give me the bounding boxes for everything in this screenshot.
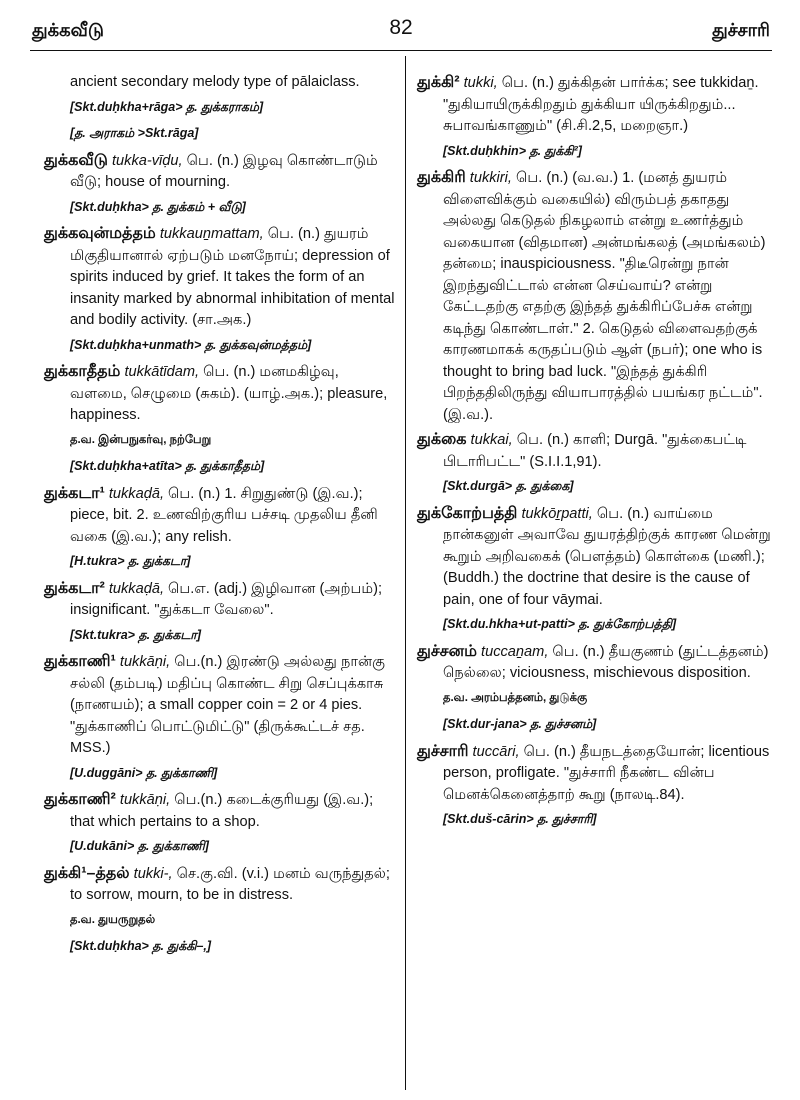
entry-definition: பெ. (n.) 1. சிறுதுண்டு (இ.வ.); piece, bit. 2. உணவிற்குரிய பச்சடி முதலிய தீனி வகை (இ.வ.); any relish. <box>70 485 378 545</box>
etymology-note: [Skt.duḥkhin> த. துக்கி²] <box>443 143 582 158</box>
dictionary-entry <box>417 503 779 612</box>
entry-definition: பெ.எ. (adj.) இழிவான (அற்பம்); insignificant. "துக்கடா வேலை". <box>70 580 383 618</box>
etymology-note: [Skt.durgā> த. துக்கை] <box>443 479 574 493</box>
entry-headword: துக்கடா¹ <box>44 484 105 502</box>
entry-definition: பெ. (n.) மனமகிழ்வு, வளமை, செழுமை (சுகம்). (யாழ்.அக.); pleasure, happiness. <box>70 364 388 423</box>
entry-transliteration: tukkōṟpatti, <box>521 505 593 522</box>
entry-headword: துக்காதீதம் <box>44 363 121 380</box>
etymology-note: [Skt.duḥkha> த. துக்கம் + வீடு] <box>70 199 246 214</box>
etymology-note: [Skt.du.hkha+ut-patti> த. துக்கோற்பத்தி] <box>443 617 677 631</box>
etymology-note: [த. அராகம் >Skt.rāga] <box>70 126 199 140</box>
etymology-note: [Skt.tukra> த. துக்கடா] <box>70 627 201 642</box>
dictionary-entry <box>417 72 779 138</box>
tamil-equivalent-note: த.வ. இன்பநுகர்வு, நற்பேறு <box>70 433 212 446</box>
dictionary-entry <box>44 223 396 332</box>
entry-definition: பெ. (n.) தீயநடத்தையோன்; licentious person, profligate. "துச்சாரி நீகண்ட வின்ப மெனக்கெனைத்தாற் கூறு (நாலடி.84). <box>443 743 770 803</box>
entry-definition: பெ. (n.) துயரம் மிகுதியானால் ஏற்படும் மனநோய்; depression of spirits induced by grief. It takes the form of an insanity marked by abnormal inhibitation of mental and bodily activity. (சா.அக.) <box>70 226 395 328</box>
dictionary-entry <box>417 641 779 685</box>
entry-definition: பெ. (n.) துக்கிதன் பார்க்க; see tukkidaṉ. "துகியாயிருக்கிறதும் துக்கியா யிருக்கிறதும்... சுபாவங்காணும்" (சி.சி.2,5, மறைஞா.) <box>443 75 759 134</box>
entry-transliteration: tuccaṉam, <box>481 643 549 660</box>
dictionary-entry <box>417 429 779 473</box>
etymology-note: [Skt.duḥkha+rāga> த. துக்கராகம்] <box>70 99 264 114</box>
entry-headword: துச்சனம் <box>417 642 477 660</box>
entry-headword: துக்காணி¹ <box>44 653 116 670</box>
entry-headword: துக்கோற்பத்தி <box>417 504 518 522</box>
etymology-note: [Skt.duḥkha+atīta> த. துக்காதீதம்] <box>70 459 265 473</box>
tamil-equivalent-note: த.வ. துயருறுதல் <box>70 913 156 926</box>
entry-headword: துக்கவுன்மத்தம் <box>44 225 156 242</box>
header-left-guideword: துக்கவீடு <box>32 20 104 40</box>
entry-definition: பெ. (n.) (வ.வ.) 1. (மனத் துயரம் விளைவிக்கும் வகையில்) விரும்பத் தகாதது அல்லது கெடுதல் நிகழலாம் என்று உணர்த்தும் வகையான (விதமான) அன்மங்கலத் (அமங்கலம்) தன்மை; inauspiciousness. "திடீரென்று நான் இறந்துவிட்டால் என்ன செய்வாய்? என்று கேட்டதற்கு எதற்கு இந்தத் துக்கிரிப்பேச்சு என்று கடிந்து கொண்டாள்." 2. கெடுதல் விளைவதற்குக் காரணமாகக் கருதப்படும் ஆள் (நபர்); one who is thought to bring bad luck. "இந்தத் துக்கிரி பிறந்ததிலிருந்து வியாபாரத்தில் பயங்கர நட்டம்". (இ.வ.). <box>443 170 766 423</box>
entry-transliteration: tukki-, <box>133 865 173 882</box>
entry-transliteration: tuccāri, <box>472 743 520 760</box>
dictionary-entry <box>417 741 779 807</box>
entry-definition: பெ.(n.) இரண்டு அல்லது நான்கு சல்லி (தம்படி) மதிப்பு கொண்ட சிறு செப்புக்காசு (நாணயம்); a small copper coin = 2 or 4 pies. "துக்காணிப் பொட்டுமிட்டு" (திருக்கூட்டச் சத. MSS.) <box>70 654 386 756</box>
etymology-note: [H.tukra> த. துக்கடா] <box>70 554 191 568</box>
tamil-equivalent-note: த.வ. அரம்பத்தனம், துடுக்கு <box>443 691 588 704</box>
dictionary-entry <box>44 150 396 194</box>
entry-transliteration: tukkauṉmattam, <box>159 226 264 242</box>
dictionary-entry <box>44 789 396 833</box>
entry-headword: துக்கடா² <box>44 579 105 597</box>
dictionary-entry <box>44 361 396 427</box>
entry-transliteration: tukkaḍā, <box>108 485 164 502</box>
column-divider <box>405 56 406 1090</box>
etymology-note: [Skt.dur-jana> த. துச்சனம்] <box>443 717 597 731</box>
entry-definition: செ.கு.வி. (v.i.) மனம் வருந்துதல்; to sorrow, mourn, to be in distress. <box>70 865 390 903</box>
left-column <box>44 72 396 963</box>
entry-transliteration: tukkaḍā, <box>108 580 164 597</box>
etymology-note: [U.dukāni> த. துக்காணி] <box>70 839 209 853</box>
dictionary-entry <box>44 863 396 907</box>
entry-transliteration: tukkāṇi, <box>119 654 171 670</box>
entry-definition: பெ. (n.) தீயகுணம் (துட்டத்தனம்) நெல்லை; viciousness, mischievous disposition. <box>443 643 769 681</box>
dictionary-entry <box>44 483 396 549</box>
entry-definition: பெ. (n.) காளி; Durgā. "துக்கைபட்டி பிடாரிபட்ட" (S.I.I.1,91). <box>443 432 747 470</box>
entry-headword: துக்கிரி <box>417 169 466 186</box>
entry-definition: பெ. (n.) இழவு கொண்டாடும் வீடு; house of mourning. <box>70 152 378 190</box>
etymology-note: [U.duggāni> த. துக்காணி] <box>70 765 218 780</box>
dictionary-entry <box>44 578 396 622</box>
entry-transliteration: tukkiri, <box>469 170 512 186</box>
entry-transliteration: tukkātīdam, <box>124 364 200 380</box>
dictionary-entry <box>44 651 396 760</box>
dictionary-entry <box>417 167 779 426</box>
entry-headword: துக்கி¹–த்தல் <box>44 864 130 882</box>
entry-continuation: ancient secondary melody type of pālaiclass. <box>70 74 360 90</box>
entry-transliteration: tukkai, <box>470 432 513 448</box>
entry-headword: துக்காணி² <box>44 791 116 808</box>
entry-headword: துக்கை <box>417 431 467 448</box>
entry-headword: துக்கி² <box>417 74 460 91</box>
entry-transliteration: tukki, <box>463 75 498 91</box>
entry-definition: பெ.(n.) கடைக்குரியது (இ.வ.); that which pertains to a shop. <box>70 792 374 830</box>
page-header <box>30 16 772 51</box>
entry-headword: துச்சாரி <box>417 742 469 760</box>
right-column <box>417 72 779 836</box>
entry-definition: பெ. (n.) வாய்மை நான்கனுள் அவாவே துயரத்திற்குக் காரண மென்று கூறும் அறிவகைக் (பௌத்தம்) கொள்கை (மணி.); (Buddh.) the doctrine that desire is the cause of pain, one of four vāymai. <box>443 505 771 608</box>
header-right-guideword: துச்சாரி <box>712 20 770 40</box>
page-number: 82 <box>389 16 413 39</box>
etymology-note: [Skt.duš-cārin> த. துச்சாரி] <box>443 812 597 826</box>
etymology-note: [Skt.duḥkha+unmath> த. துக்கவுன்மத்தம்] <box>70 337 312 352</box>
entry-headword: துக்கவீடு <box>44 151 108 169</box>
entry-transliteration: tukka-vīḍu, <box>112 152 183 169</box>
etymology-note: [Skt.duḥkha> த. துக்கி–,] <box>70 939 212 953</box>
entry-transliteration: tukkāṇi, <box>119 792 171 808</box>
